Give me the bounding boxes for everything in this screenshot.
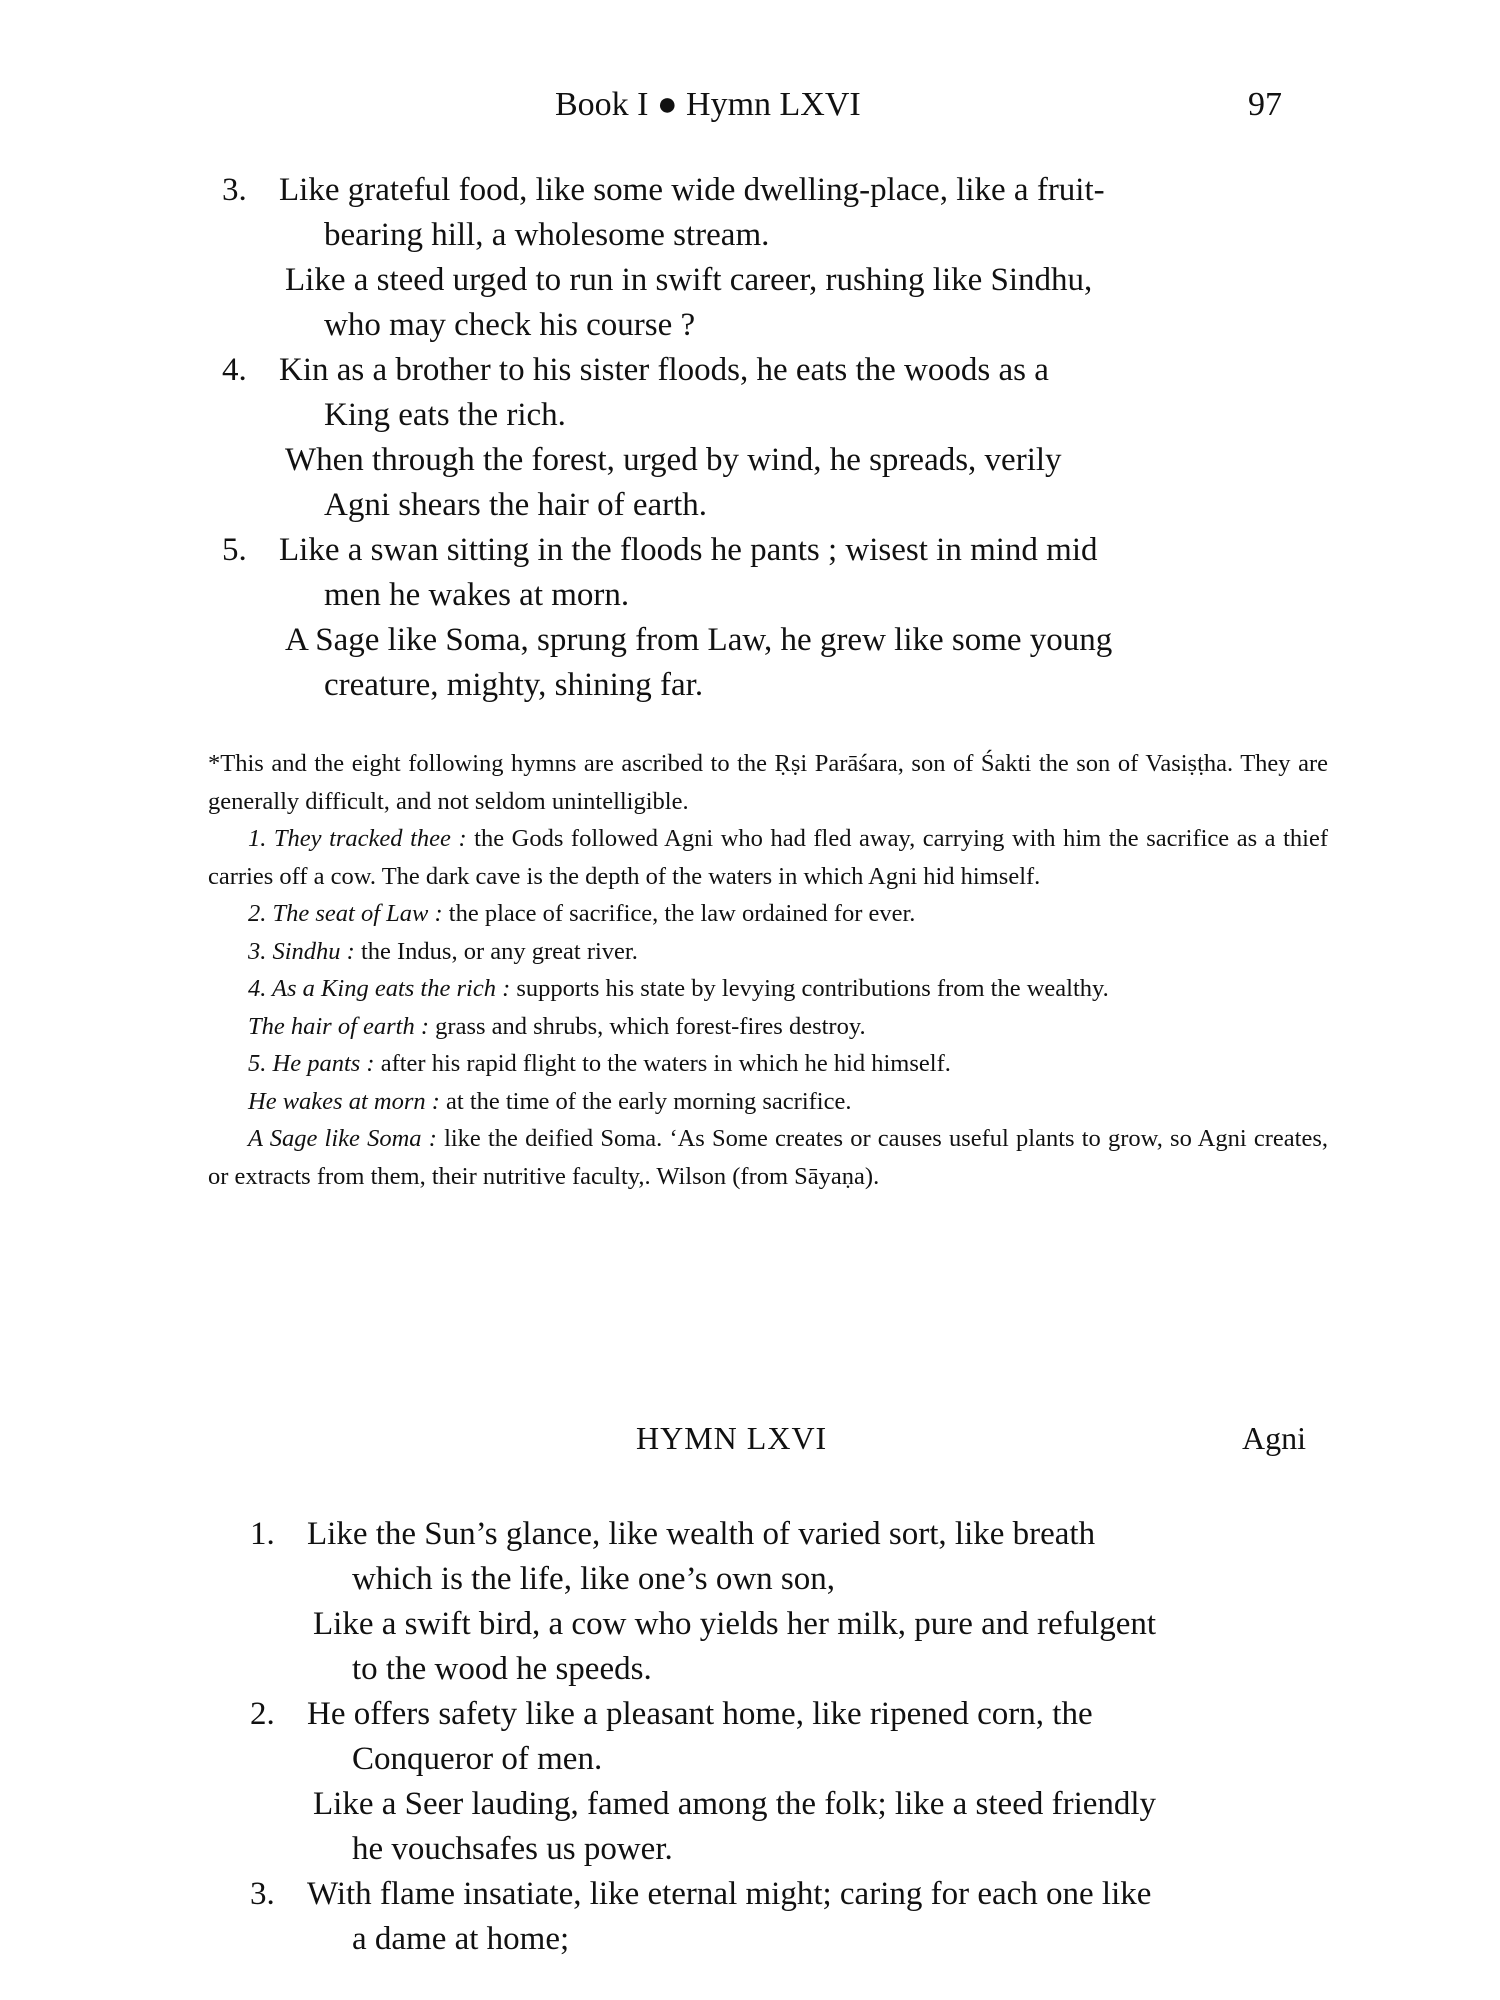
- verse-1: [250, 1512, 1340, 1692]
- note-text: *This and the eight following hymns are ascribed to the Ṛṣi Parāśara, son of Śakti the son of Vasiṣṭha. They are generally difficult, and not seldom unintelligible.: [208, 750, 1328, 815]
- note-term: 2. The seat of Law :: [248, 900, 443, 927]
- top-verses: [222, 168, 1332, 708]
- verse-line: to the wood he speeds.: [352, 1651, 652, 1687]
- verse-line: bearing hill, a wholesome stream.: [324, 217, 770, 253]
- verse-line: Kin as a brother to his sister floods, he eats the woods as a: [279, 352, 1049, 388]
- footnote: [208, 820, 1328, 895]
- hymn-title: HYMN LXVI: [636, 1420, 828, 1456]
- note-term: He wakes at morn :: [248, 1087, 440, 1115]
- footnote: [208, 745, 1328, 820]
- verse-number: 1.: [250, 1516, 275, 1552]
- verse-line: a dame at home;: [352, 1921, 570, 1957]
- verse-line: creature, mighty, shining far.: [324, 667, 704, 703]
- note-term: A Sage like Soma :: [248, 1125, 437, 1152]
- verse-3: [222, 168, 1332, 348]
- running-head: [0, 86, 1500, 136]
- verse-line: which is the life, like one’s own son,: [352, 1561, 836, 1597]
- footnotes: [208, 745, 1328, 1195]
- verse-line: who may check his course ?: [324, 307, 696, 343]
- verse-line: Like a steed urged to run in swift career, rushing like Sindhu,: [285, 262, 1093, 298]
- verse-line: Like the Sun’s glance, like wealth of varied sort, like breath: [307, 1516, 1096, 1552]
- verse-line: he vouchsafes us power.: [352, 1831, 673, 1867]
- verse-line: Like a swan sitting in the floods he pants ; wisest in mind mid: [279, 532, 1098, 568]
- verse-number: 5.: [222, 532, 247, 568]
- note-term: The hair of earth :: [248, 1012, 430, 1040]
- note-term: 1. They tracked thee :: [248, 825, 467, 852]
- page-number: 97: [1248, 86, 1282, 123]
- verse-line: Conqueror of men.: [352, 1741, 603, 1777]
- note-text: at the time of the early morning sacrifice.: [439, 1087, 852, 1115]
- verse-5: [222, 528, 1332, 708]
- verse-number: 3.: [250, 1876, 275, 1912]
- verse-number: 3.: [222, 172, 247, 208]
- note-term: 5. He pants :: [248, 1050, 375, 1077]
- verse-line: Like a swift bird, a cow who yields her milk, pure and refulgent: [313, 1606, 1157, 1642]
- verse-line: He offers safety like a pleasant home, like ripened corn, the: [307, 1696, 1093, 1732]
- verse-line: With flame insatiate, like eternal might; caring for each one like: [307, 1876, 1152, 1912]
- note-text: the Indus, or any great river.: [354, 937, 638, 965]
- footnote: [208, 1008, 1328, 1046]
- footnote: [208, 933, 1328, 971]
- note-text: the place of sacrifice, the law ordained for ever.: [442, 900, 916, 927]
- verse-3b: [250, 1872, 1340, 1962]
- note-text: the Gods followed Agni who had fled away, carrying with him the sacrifice as a thief carries off a cow. The dark cave is the depth of the waters in which Agni hid himself.: [208, 825, 1328, 890]
- footnote: [208, 1083, 1328, 1121]
- verse-line: Like a Seer lauding, famed among the folk; like a steed friendly: [313, 1786, 1157, 1822]
- footnote: [208, 1045, 1328, 1083]
- footnote: [208, 1120, 1328, 1195]
- bottom-verses: [250, 1512, 1340, 1962]
- verse-number: 4.: [222, 352, 247, 388]
- verse-line: When through the forest, urged by wind, he spreads, verily: [285, 442, 1062, 478]
- note-text: after his rapid flight to the waters in which he hid himself.: [374, 1050, 951, 1077]
- verse-4: [222, 348, 1332, 528]
- footnote: [208, 895, 1328, 933]
- verse-line: King eats the rich.: [324, 397, 566, 433]
- verse-number: 2.: [250, 1696, 275, 1732]
- note-text: like the deified Soma. ‘As Some creates or causes useful plants to grow, so Agni creates, or extracts from them, their nutritive faculty,. Wilson (from Sāyaṇa).: [208, 1125, 1328, 1190]
- verse-line: Like grateful food, like some wide dwelling-place, like a fruit-: [279, 172, 1105, 208]
- hymn-deity: Agni: [1242, 1420, 1306, 1456]
- note-term: 4. As a King eats the rich :: [248, 975, 511, 1002]
- note-term: 3. Sindhu :: [248, 937, 355, 965]
- hymn-heading: [0, 1420, 1500, 1470]
- note-text: supports his state by levying contributions from the wealthy.: [510, 975, 1109, 1002]
- verse-2: [250, 1692, 1340, 1872]
- verse-line: A Sage like Soma, sprung from Law, he grew like some young: [285, 622, 1113, 658]
- running-head-title: Book I ● Hymn LXVI: [555, 86, 861, 123]
- note-text: grass and shrubs, which forest-fires destroy.: [429, 1012, 866, 1040]
- verse-line: men he wakes at morn.: [324, 577, 630, 613]
- verse-line: Agni shears the hair of earth.: [324, 487, 708, 523]
- footnote: [208, 970, 1328, 1008]
